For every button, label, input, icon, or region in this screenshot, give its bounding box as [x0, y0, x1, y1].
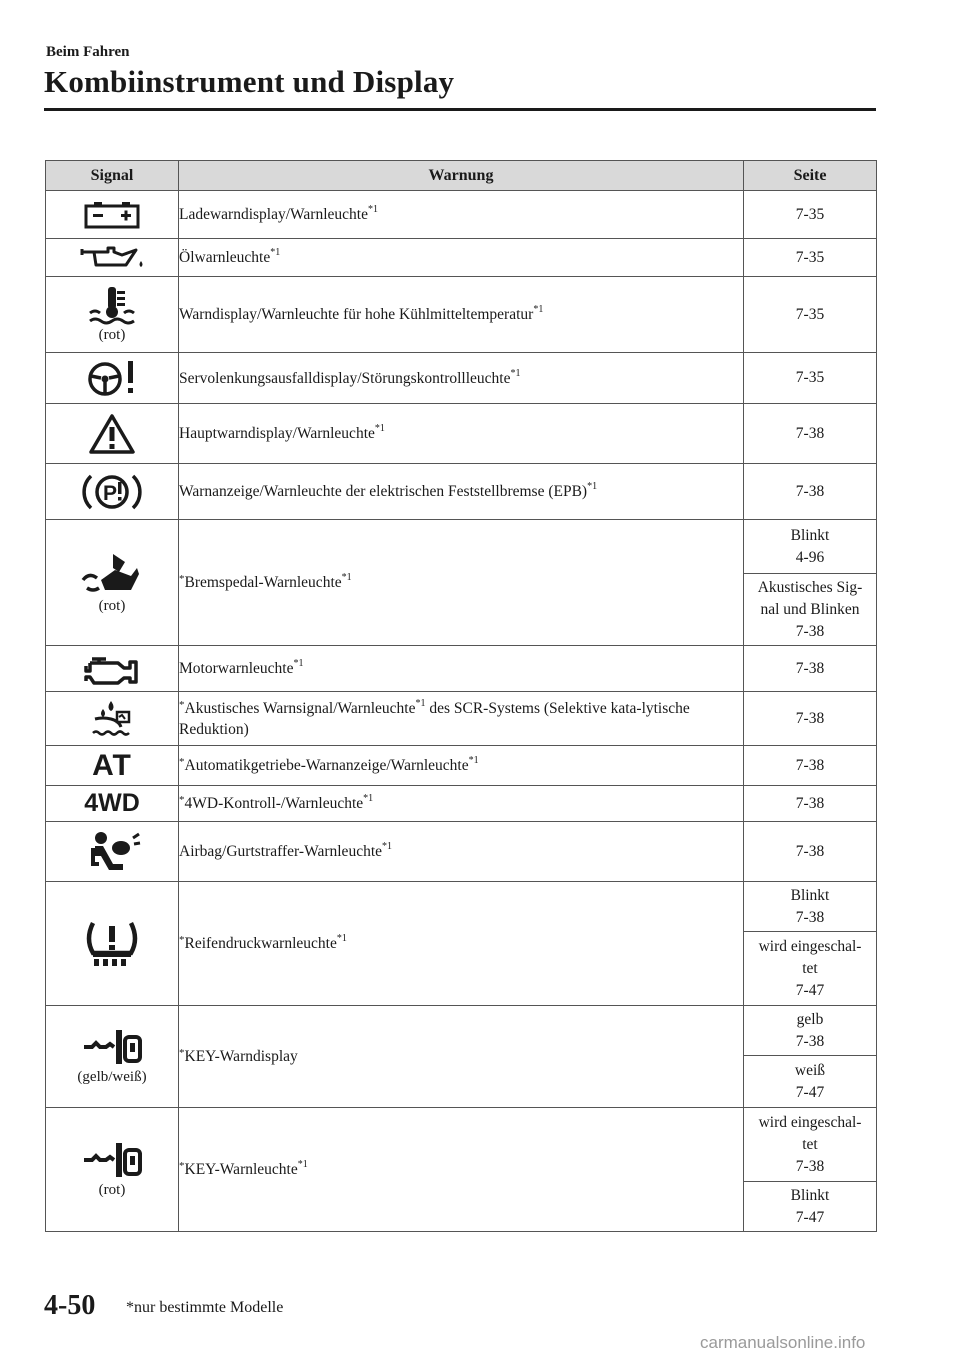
airbag-icon	[83, 830, 141, 874]
signal-color-note: (rot)	[98, 598, 126, 614]
page-cell: Blinkt 7-47	[744, 1182, 877, 1232]
table-row	[46, 822, 877, 882]
watermark: carmanualsonline.info	[700, 1333, 866, 1352]
electric-parking-brake-icon	[80, 470, 144, 514]
page-cell: wird eingeschal- tet 7-38	[744, 1108, 877, 1182]
svg-text:P: P	[103, 481, 118, 505]
key-warning-icon	[80, 1027, 144, 1067]
footnote: *nur bestimmte Modelle	[126, 1299, 284, 1316]
table-row	[46, 520, 877, 574]
warning-cell: *Akustisches Warnsignal/Warnleuchte$^{*1}$ des SCR-Systems (Selektive kata-lytische Reduktion)	[179, 692, 744, 746]
scr-system-icon	[89, 699, 135, 739]
page-cell: 7-35	[744, 277, 877, 353]
page-cell: Akustisches Sig- nal und Blinken 7-38	[744, 574, 877, 646]
signal-cell	[46, 692, 179, 746]
table-row	[46, 1006, 877, 1056]
header-signal: Signal	[46, 161, 179, 191]
table-row	[46, 1108, 877, 1182]
signal-color-note: (rot)	[98, 1182, 126, 1198]
header-page: Seite	[744, 161, 877, 191]
signal-color-note: (gelb/weiß)	[77, 1069, 147, 1085]
battery-charge-icon	[82, 199, 142, 231]
page-cell: 7-35	[744, 353, 877, 404]
signal-cell	[46, 404, 179, 464]
signal-cell	[46, 646, 179, 692]
table-row	[46, 646, 877, 692]
page-cell: 7-38	[744, 786, 877, 822]
header-warning: Warnung	[179, 161, 744, 191]
page-cell: 7-38	[744, 464, 877, 520]
page-cell: 7-35	[744, 191, 877, 239]
table-row	[46, 882, 877, 932]
warning-cell: Warndisplay/Warnleuchte für hohe Kühlmitteltemperatur$^{*1}$	[179, 277, 744, 353]
table-row	[46, 239, 877, 277]
warning-cell: Ölwarnleuchte$^{*1}$	[179, 239, 744, 277]
signal-cell	[46, 277, 179, 353]
master-warning-triangle-icon	[88, 413, 136, 455]
signal-cell	[46, 1006, 179, 1108]
page-cell: wird eingeschal- tet 7-47	[744, 932, 877, 1006]
signal-cell	[46, 191, 179, 239]
title-rule	[44, 108, 876, 111]
page-cell: 7-38	[744, 404, 877, 464]
table-row	[46, 353, 877, 404]
warning-cell: Servolenkungsausfalldisplay/Störungskontrollleuchte$^{*1}$	[179, 353, 744, 404]
table-row	[46, 692, 877, 746]
4wd-icon: 4WD	[84, 789, 140, 817]
table-row	[46, 191, 877, 239]
warning-cell: *KEY-Warndisplay	[179, 1006, 744, 1108]
page-cell: Blinkt 4-96	[744, 520, 877, 574]
table-row	[46, 746, 877, 786]
warning-cell: *Automatikgetriebe-Warnanzeige/Warnleuchte$^{*1}$	[179, 746, 744, 786]
key-warning-icon	[80, 1140, 144, 1180]
warning-cell: *4WD-Kontroll-/Warnleuchte$^{*1}$	[179, 786, 744, 822]
signal-cell	[46, 882, 179, 1006]
at-icon: AT	[92, 748, 132, 782]
page-cell: 7-35	[744, 239, 877, 277]
page-cell: 7-38	[744, 822, 877, 882]
warning-cell: Ladewarndisplay/Warnleuchte$^{*1}$	[179, 191, 744, 239]
page-title: Kombiinstrument und Display	[44, 64, 455, 99]
table-row	[46, 464, 877, 520]
warning-cell: Warnanzeige/Warnleuchte der elektrischen Feststellbremse (EPB)$^{*1}$	[179, 464, 744, 520]
warning-cell: Airbag/Gurtstraffer-Warnleuchte$^{*1}$	[179, 822, 744, 882]
page-number: 4-50	[44, 1290, 96, 1321]
warning-cell: Motorwarnleuchte$^{*1}$	[179, 646, 744, 692]
table-header-row	[46, 161, 877, 191]
signal-cell	[46, 746, 179, 786]
warning-cell: *KEY-Warnleuchte$^{*1}$	[179, 1108, 744, 1232]
table-row	[46, 404, 877, 464]
page-cell: weiß 7-47	[744, 1056, 877, 1108]
page-cell: 7-38	[744, 746, 877, 786]
oil-can-icon	[78, 245, 146, 271]
page-cell: Blinkt 7-38	[744, 882, 877, 932]
signal-cell	[46, 239, 179, 277]
table-row	[46, 277, 877, 353]
warning-table	[45, 160, 877, 1232]
signal-color-note: (rot)	[98, 327, 126, 343]
signal-cell	[46, 520, 179, 646]
signal-cell	[46, 822, 179, 882]
page-cell: gelb 7-38	[744, 1006, 877, 1056]
engine-check-icon	[78, 651, 146, 687]
table-row	[46, 786, 877, 822]
signal-cell	[46, 464, 179, 520]
signal-cell	[46, 353, 179, 404]
page-cell: 7-38	[744, 692, 877, 746]
brake-pedal-icon	[79, 550, 145, 596]
tire-pressure-icon	[83, 919, 141, 969]
warning-cell: *Bremspedal-Warnleuchte$^{*1}$	[179, 520, 744, 646]
section-label: Beim Fahren	[46, 44, 130, 60]
page-cell: 7-38	[744, 646, 877, 692]
warning-cell: Hauptwarndisplay/Warnleuchte$^{*1}$	[179, 404, 744, 464]
warning-cell: *Reifendruckwarnleuchte$^{*1}$	[179, 882, 744, 1006]
coolant-temperature-icon	[87, 285, 137, 325]
signal-cell	[46, 1108, 179, 1232]
power-steering-icon	[85, 358, 139, 398]
signal-cell	[46, 786, 179, 822]
